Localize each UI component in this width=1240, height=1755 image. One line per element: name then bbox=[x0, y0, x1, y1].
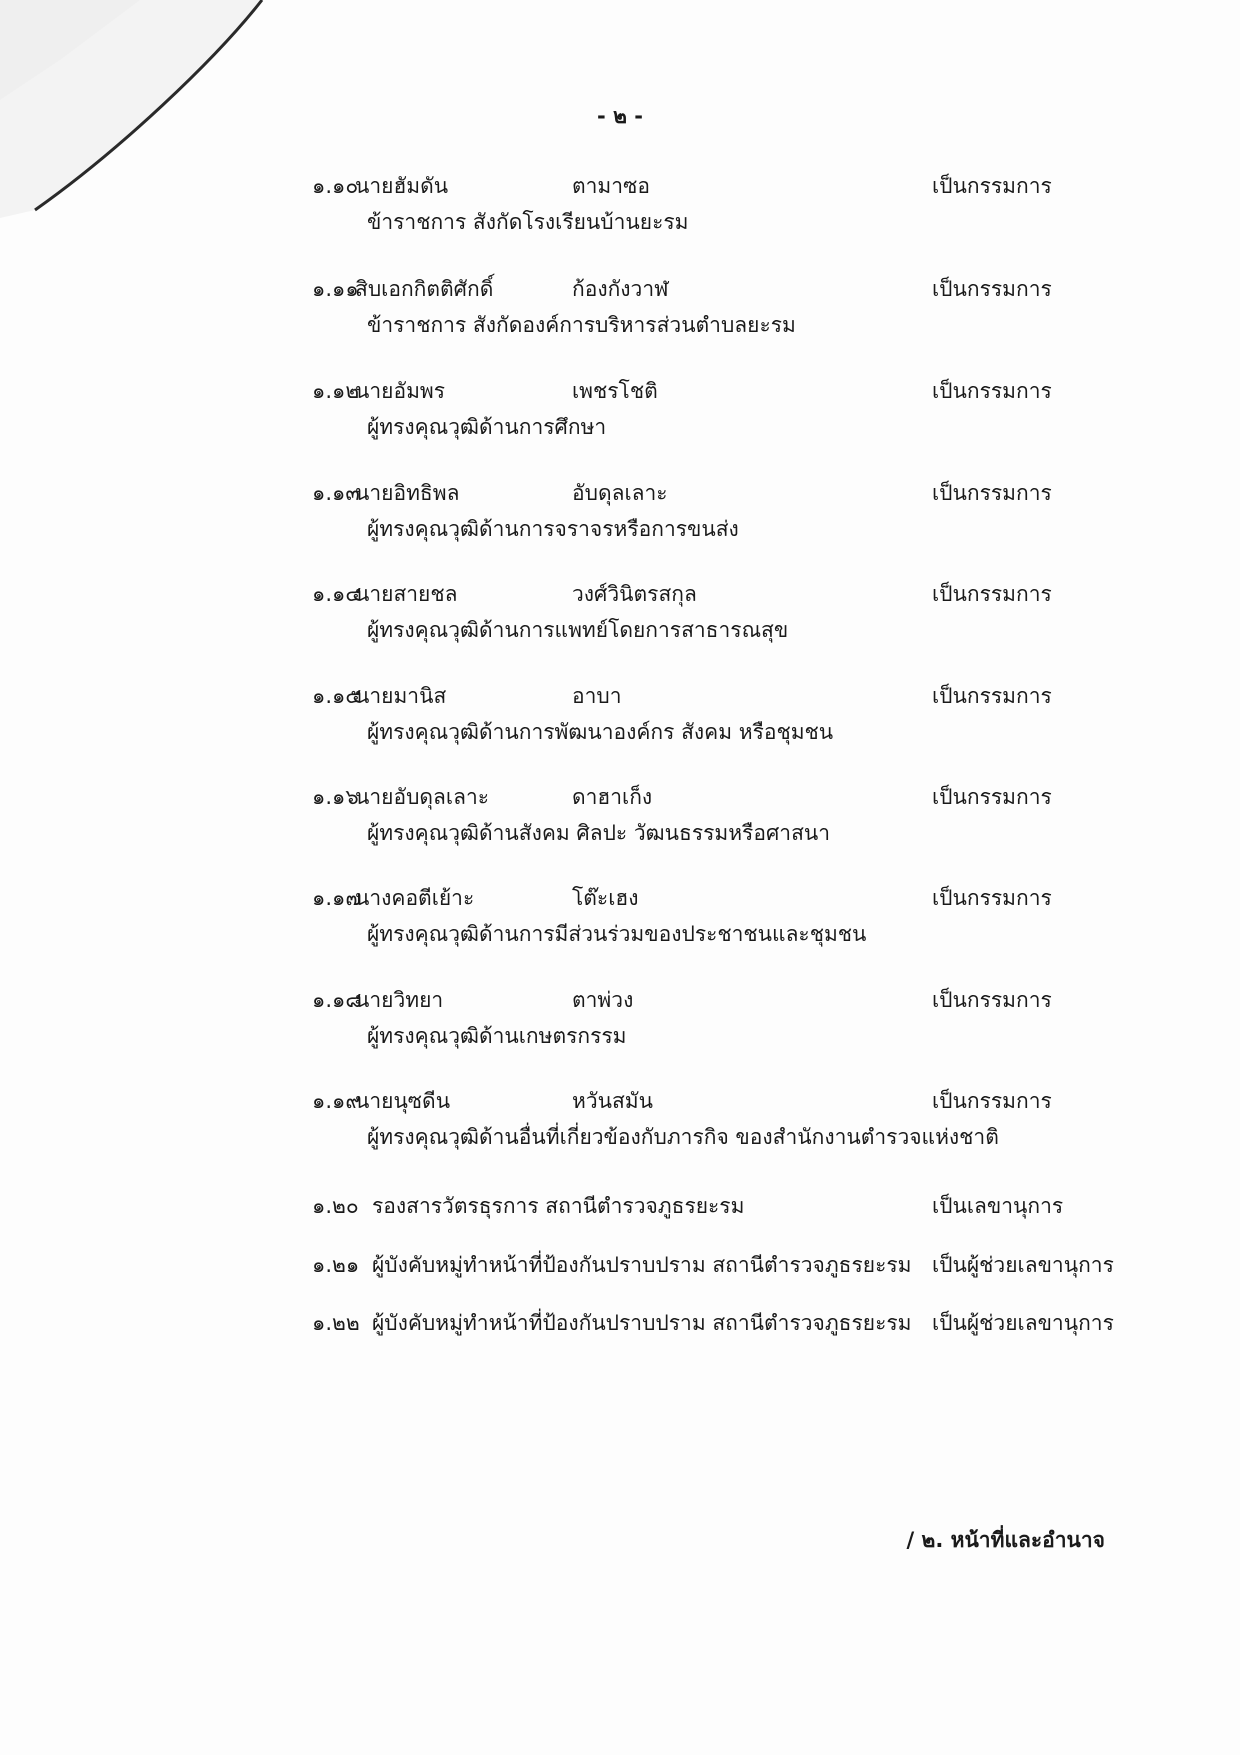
member-name: นายอิทธิพล bbox=[355, 481, 460, 505]
member-name: นายอับดุลเลาะ bbox=[355, 785, 490, 809]
member-surname: ดาฮาเก็ง bbox=[572, 785, 653, 809]
member-role: เป็นกรรมการ bbox=[932, 988, 1052, 1012]
member-number: ๑.๑๓ bbox=[312, 481, 360, 505]
member-number: ๑.๑๒ bbox=[312, 379, 360, 403]
member-number: ๑.๑๙ bbox=[312, 1089, 361, 1113]
member-number: ๑.๑๑ bbox=[312, 277, 359, 301]
secretary-position: รองสารวัตรธุรการ สถานีตำรวจภูธรยะรม bbox=[372, 1194, 745, 1218]
member-role: เป็นกรรมการ bbox=[932, 277, 1052, 301]
member-description: ผู้ทรงคุณวุฒิด้านสังคม ศิลปะ วัฒนธรรมหรือศาสนา bbox=[367, 821, 831, 845]
member-surname: อาบา bbox=[572, 684, 622, 708]
secretary-role: เป็นผู้ช่วยเลขานุการ bbox=[932, 1311, 1114, 1335]
member-role: เป็นกรรมการ bbox=[932, 684, 1052, 708]
secretary-number: ๑.๒๐ bbox=[312, 1194, 359, 1218]
member-surname: ก้องกังวาฬ bbox=[572, 277, 669, 301]
secretary-role: เป็นผู้ช่วยเลขานุการ bbox=[932, 1253, 1114, 1277]
member-name: นายสายชล bbox=[355, 582, 458, 606]
member-name: นายนุซดีน bbox=[355, 1089, 451, 1113]
committee-member bbox=[0, 1085, 1240, 1165]
member-description: ข้าราชการ สังกัดโรงเรียนบ้านยะรม bbox=[367, 210, 689, 234]
member-description: ผู้ทรงคุณวุฒิด้านการศึกษา bbox=[367, 415, 607, 439]
member-description: ผู้ทรงคุณวุฒิด้านอื่นที่เกี่ยวข้องกับภารกิจ ของสำนักงานตำรวจแห่งชาติ bbox=[367, 1125, 999, 1149]
member-name: สิบเอกกิตติศักดิ์ bbox=[355, 277, 494, 301]
member-role: เป็นกรรมการ bbox=[932, 886, 1052, 910]
member-number: ๑.๑๕ bbox=[312, 684, 362, 708]
member-number: ๑.๑๗ bbox=[312, 886, 362, 910]
member-number: ๑.๑๖ bbox=[312, 785, 359, 809]
committee-member bbox=[0, 882, 1240, 962]
member-surname: วงศ์วินิตรสกุล bbox=[572, 582, 697, 606]
committee-member bbox=[0, 680, 1240, 760]
committee-member bbox=[0, 375, 1240, 455]
member-description: ผู้ทรงคุณวุฒิด้านเกษตรกรรม bbox=[367, 1024, 627, 1048]
continuation-note: / ๒. หน้าที่และอำนาจ bbox=[906, 1528, 1105, 1552]
committee-member bbox=[0, 578, 1240, 658]
member-description: ผู้ทรงคุณวุฒิด้านการพัฒนาองค์กร สังคม หรือชุมชน bbox=[367, 720, 834, 744]
member-name: นายมานิส bbox=[355, 684, 447, 708]
member-surname: อับดุลเลาะ bbox=[572, 481, 668, 505]
secretary-role: เป็นเลขานุการ bbox=[932, 1194, 1064, 1218]
member-role: เป็นกรรมการ bbox=[932, 785, 1052, 809]
secretary-entry bbox=[0, 1249, 1240, 1279]
member-role: เป็นกรรมการ bbox=[932, 174, 1052, 198]
secretary-position: ผู้บังคับหมู่ทำหน้าที่ป้องกันปราบปราม สถานีตำรวจภูธรยะรม bbox=[372, 1253, 912, 1277]
committee-member bbox=[0, 477, 1240, 557]
member-name: นายอัมพร bbox=[355, 379, 446, 403]
committee-member bbox=[0, 273, 1240, 353]
member-description: ผู้ทรงคุณวุฒิด้านการแพทย์โดยการสาธารณสุข bbox=[367, 618, 789, 642]
member-name: นางคอตีเย้าะ bbox=[355, 886, 475, 910]
member-role: เป็นกรรมการ bbox=[932, 1089, 1052, 1113]
committee-member bbox=[0, 984, 1240, 1064]
member-number: ๑.๑๐ bbox=[312, 174, 359, 198]
member-role: เป็นกรรมการ bbox=[932, 481, 1052, 505]
member-description: ผู้ทรงคุณวุฒิด้านการจราจรหรือการขนส่ง bbox=[367, 517, 739, 541]
member-role: เป็นกรรมการ bbox=[932, 582, 1052, 606]
member-role: เป็นกรรมการ bbox=[932, 379, 1052, 403]
secretary-entry bbox=[0, 1190, 1240, 1220]
member-number: ๑.๑๔ bbox=[312, 582, 362, 606]
page-number: - ๒ - bbox=[597, 104, 643, 128]
secretary-number: ๑.๒๑ bbox=[312, 1253, 360, 1277]
committee-member bbox=[0, 170, 1240, 250]
member-description: ผู้ทรงคุณวุฒิด้านการมีส่วนร่วมของประชาชนและชุมชน bbox=[367, 922, 867, 946]
member-surname: เพชรโชติ bbox=[572, 379, 658, 403]
secretary-position: ผู้บังคับหมู่ทำหน้าที่ป้องกันปราบปราม สถานีตำรวจภูธรยะรม bbox=[372, 1311, 912, 1335]
member-number: ๑.๑๘ bbox=[312, 988, 362, 1012]
member-name: นายวิทยา bbox=[355, 988, 444, 1012]
member-surname: ตาพ่วง bbox=[572, 988, 634, 1012]
member-name: นายฮัมดัน bbox=[355, 174, 449, 198]
member-surname: โต๊ะเฮง bbox=[572, 886, 639, 910]
secretary-entry bbox=[0, 1307, 1240, 1337]
member-description: ข้าราชการ สังกัดองค์การบริหารส่วนตำบลยะรม bbox=[367, 313, 796, 337]
committee-member bbox=[0, 781, 1240, 861]
member-surname: หวันสมัน bbox=[572, 1089, 654, 1113]
secretary-number: ๑.๒๒ bbox=[312, 1311, 360, 1335]
member-surname: ตามาซอ bbox=[572, 174, 650, 198]
